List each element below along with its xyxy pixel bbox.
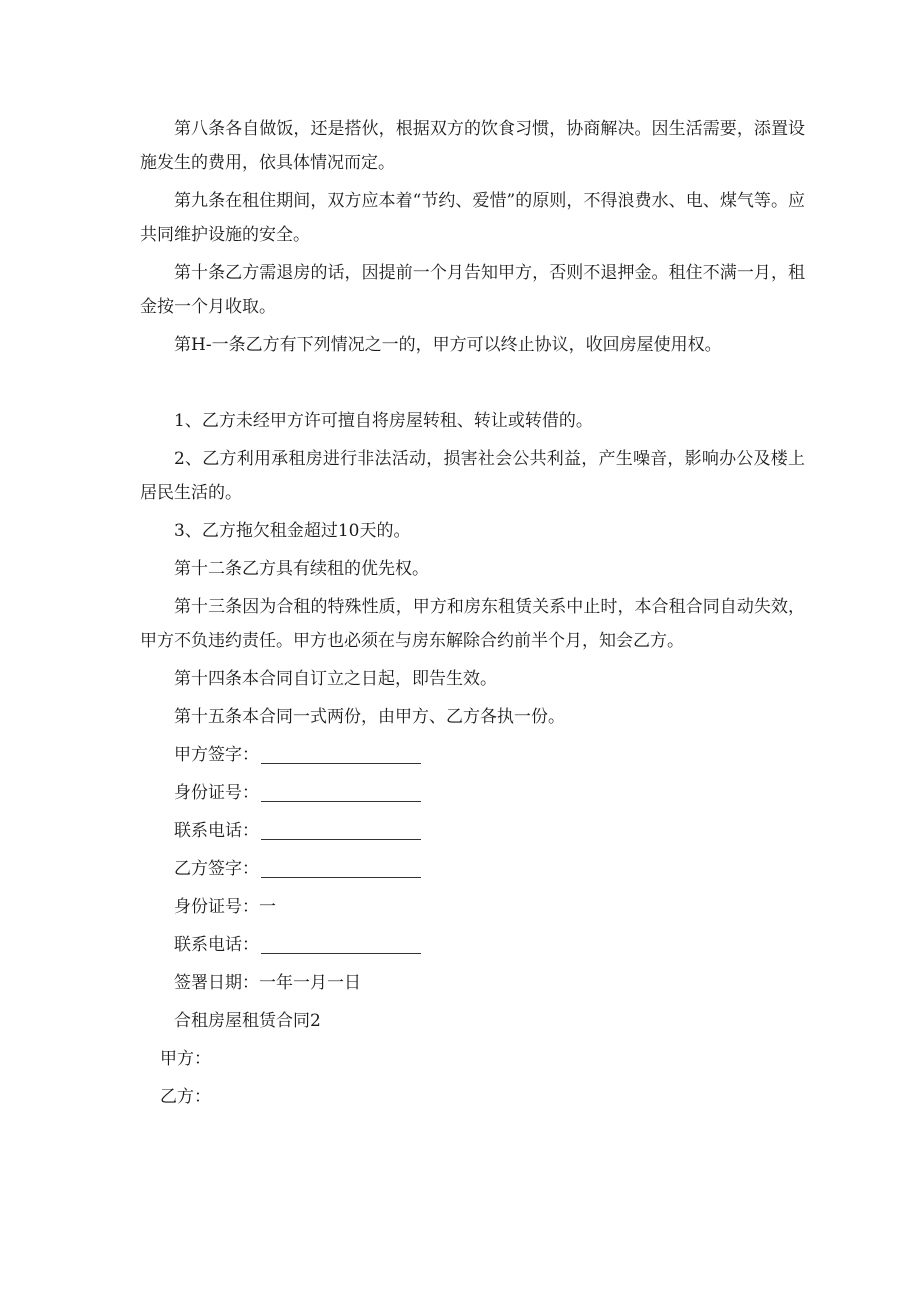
clause-13: 第十三条因为合租的特殊性质，甲方和房东租赁关系中止时，本合租合同自动失效，甲方不负违约责任。甲方也必须在与房东解除合约前半个月，知会乙方。 <box>140 597 805 651</box>
party-a-id-field <box>140 776 805 810</box>
clause-14: 第十四条本合同自订立之日起，即告生效。 <box>174 669 497 689</box>
clause-8: 第八条各自做饭，还是搭伙，根据双方的饮食习惯，协商解决。因生活需要，添置设施发生的费用，依具体情况而定。 <box>140 119 805 173</box>
party-b-phone-field <box>140 928 805 962</box>
party-a-id-blank[interactable] <box>261 781 421 802</box>
party-b-signature-field <box>140 852 805 886</box>
party-b-signature-blank[interactable] <box>261 857 421 878</box>
party-b-phone-blank[interactable] <box>261 933 421 954</box>
party-b-id-label: 身份证号：一 <box>174 897 276 917</box>
party-a-signature-label: 甲方签字： <box>174 745 259 765</box>
clause-10: 第十条乙方需退房的话，因提前一个月告知甲方，否则不退押金。租住不满一月，租金按一个月收取。 <box>140 263 805 317</box>
party-a-signature-blank[interactable] <box>261 743 421 764</box>
next-contract-party-a: 甲方： <box>160 1049 211 1069</box>
party-a-signature-field <box>140 738 805 772</box>
clause-15: 第十五条本合同一式两份，由甲方、乙方各执一份。 <box>174 707 565 727</box>
blank-spacer <box>140 366 805 404</box>
next-contract-party-b: 乙方： <box>160 1087 211 1107</box>
clause-11: 第H-一条乙方有下列情况之一的，甲方可以终止协议，收回房屋使用权。 <box>174 335 722 355</box>
party-a-phone-label: 联系电话： <box>174 821 259 841</box>
party-a-phone-blank[interactable] <box>261 819 421 840</box>
clause-9: 第九条在租住期间，双方应本着“节约、爱惜”的原则，不得浪费水、电、煤气等。应共同维护设施的安全。 <box>140 191 805 245</box>
party-b-signature-label: 乙方签字： <box>174 859 259 879</box>
document-body <box>140 112 805 1118</box>
clause-11-item-3: 3、乙方拖欠租金超过10天的。 <box>174 521 411 541</box>
party-b-phone-label: 联系电话： <box>174 935 259 955</box>
clause-11-item-1: 1、乙方未经甲方许可擅自将房屋转租、转让或转借的。 <box>174 411 593 431</box>
sign-date-label: 签署日期：一年一月一日 <box>174 973 361 993</box>
party-a-id-label: 身份证号： <box>174 783 259 803</box>
clause-11-item-2: 2、乙方利用承租房进行非法活动，损害社会公共利益，产生噪音，影响办公及楼上居民生活的。 <box>140 449 805 503</box>
party-b-id-field <box>140 890 805 924</box>
party-a-phone-field <box>140 814 805 848</box>
clause-12: 第十二条乙方具有续租的优先权。 <box>174 559 429 579</box>
next-contract-title: 合租房屋租赁合同2 <box>174 1011 321 1031</box>
sign-date-field <box>140 966 805 1000</box>
